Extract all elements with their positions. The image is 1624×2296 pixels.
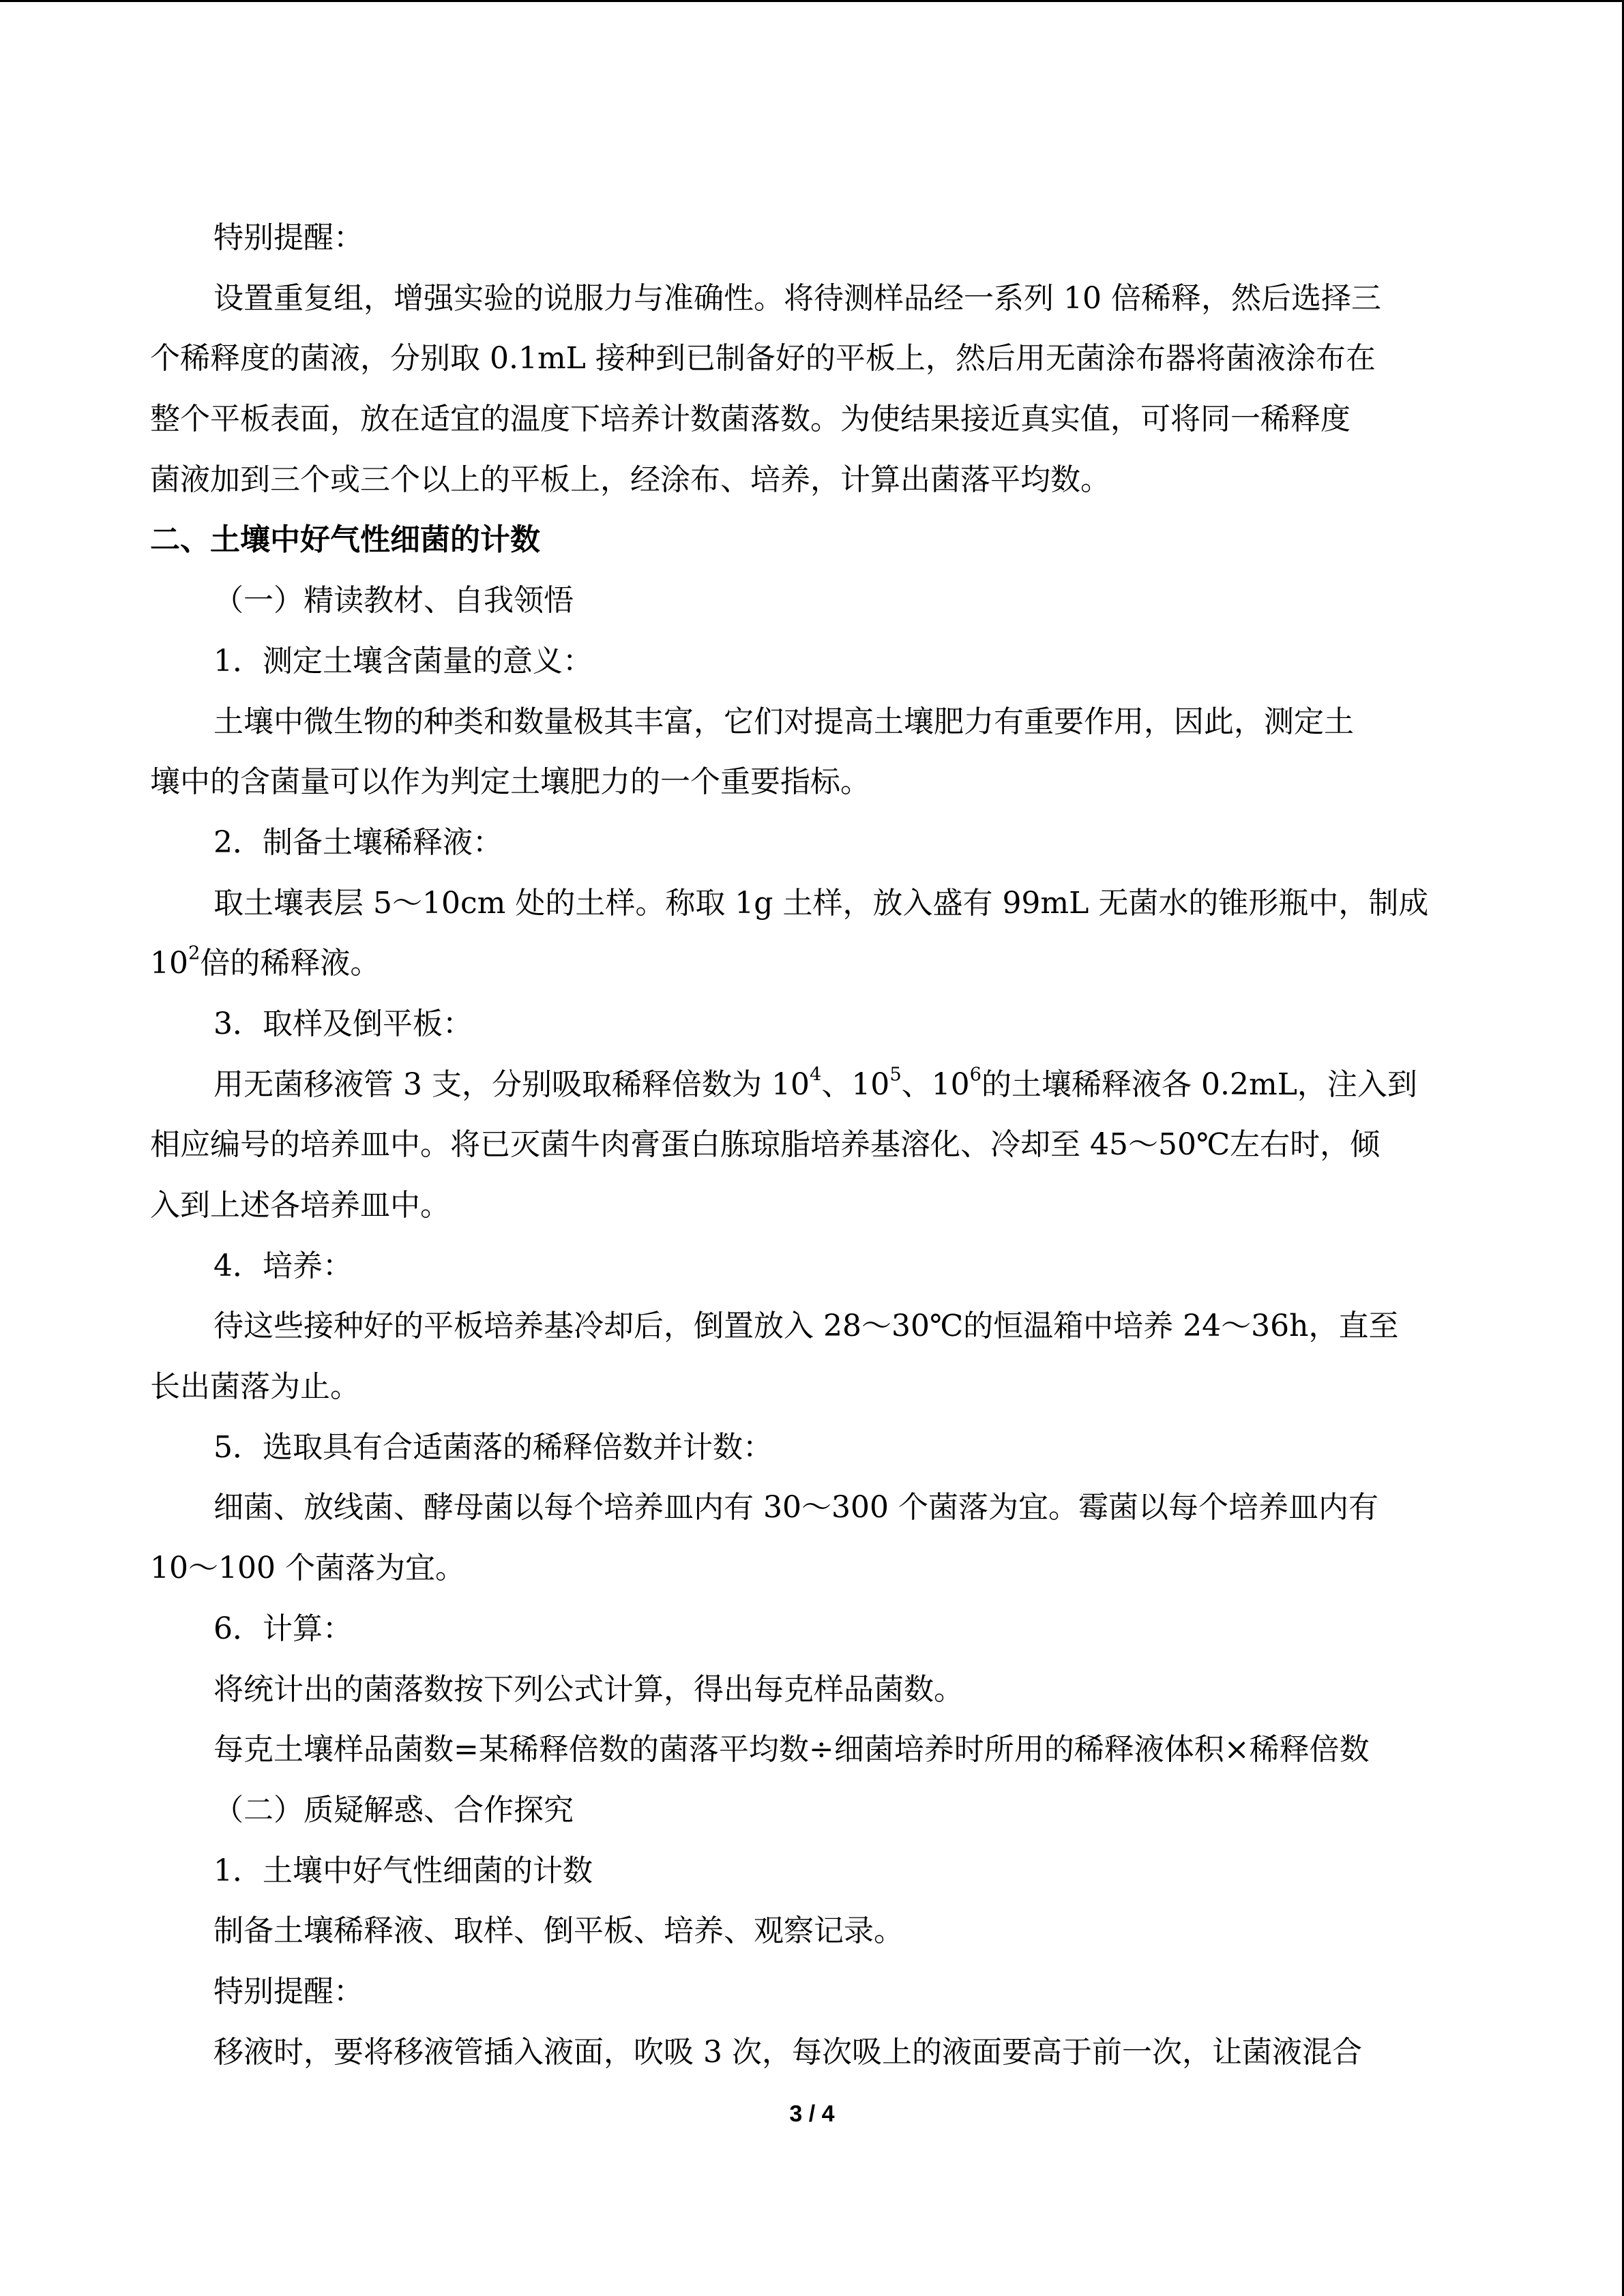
paragraph-line: 土壤中微生物的种类和数量极其丰富，它们对提高土壤肥力有重要作用，因此，测定土: [213, 704, 1354, 739]
paragraph-line: 长出菌落为止。: [150, 1369, 360, 1405]
paragraph-text: 的土壤稀释液各 0.2mL，注入到: [981, 1067, 1417, 1102]
paragraph-line: 细菌、放线菌、酵母菌以每个培养皿内有 30～300 个菌落为宜。霉菌以每个培养皿内有: [213, 1490, 1378, 1525]
paragraph-line: [150, 934, 1477, 994]
paragraph-line: 菌液加到三个或三个以上的平板上，经涂布、培养，计算出菌落平均数。: [150, 462, 1110, 497]
paragraph-line: 移液时，要将移液管插入液面，吹吸 3 次，每次吸上的液面要高于前一次，让菌液混合: [213, 2034, 1362, 2070]
dilution-base: 10: [851, 1067, 890, 1102]
dilution-exponent: 6: [969, 1064, 982, 1086]
step-heading: 2．制备土壤稀释液：: [213, 824, 503, 860]
subsection-heading: （一）精读教材、自我领悟: [213, 583, 574, 618]
step-heading: 1．测定土壤含菌量的意义：: [213, 643, 593, 679]
formula-line: 每克土壤样品菌数=某稀释倍数的菌落平均数÷细菌培养时所用的稀释液体积×稀释倍数: [213, 1732, 1370, 1768]
paragraph-line: 相应编号的培养皿中。将已灭菌牛肉膏蛋白胨琼脂培养基溶化、冷却至 45～50℃左右时，倾: [150, 1127, 1381, 1163]
separator: 、: [901, 1067, 932, 1102]
dilution-base: 10: [150, 946, 188, 981]
page-number: 3 / 4: [789, 2101, 835, 2127]
top-border-rule: [0, 0, 1624, 2]
dilution-base: 10: [931, 1067, 970, 1102]
paragraph-line: 入到上述各培养皿中。: [150, 1188, 450, 1223]
dilution-exponent: 5: [889, 1064, 902, 1086]
paragraph-line: 壤中的含菌量可以作为判定土壤肥力的一个重要指标。: [150, 764, 870, 800]
paragraph-text: 倍的稀释液。: [200, 946, 381, 981]
paragraph-line: 设置重复组，增强实验的说服力与准确性。将待测样品经一系列 10 倍稀释，然后选择三: [213, 280, 1381, 316]
paragraph-line: 10～100 个菌落为宜。: [150, 1551, 465, 1586]
paragraph-line: 取土壤表层 5～10cm 处的土样。称取 1g 土样，放入盛有 99mL 无菌水的锥形瓶中，制成: [213, 885, 1429, 921]
document-body: [150, 208, 1477, 2083]
paragraph-line: [150, 1055, 1477, 1116]
dilution-base: 10: [771, 1067, 810, 1102]
paragraph-line: 将统计出的菌落数按下列公式计算，得出每克样品菌数。: [213, 1671, 964, 1707]
paragraph-line: 整个平板表面，放在适宜的温度下培养计数菌落数。为使结果接近真实值，可将同一稀释度: [150, 402, 1350, 437]
step-heading: 3．取样及倒平板：: [213, 1006, 473, 1041]
subsection-heading: （二）质疑解惑、合作探究: [213, 1792, 574, 1828]
paragraph-line: 待这些接种好的平板培养基冷却后，倒置放入 28～30℃的恒温箱中培养 24～36h，直至: [213, 1309, 1399, 1344]
step-heading: 5．选取具有合适菌落的稀释倍数并计数：: [213, 1429, 773, 1465]
reminder-label: 特别提醒：: [213, 220, 364, 255]
step-heading: 6．计算：: [213, 1611, 353, 1646]
dilution-exponent: 2: [188, 942, 201, 964]
separator: 、: [821, 1067, 852, 1102]
step-heading: 4．培养：: [213, 1248, 353, 1283]
section-heading: 二、土壤中好气性细菌的计数: [150, 522, 540, 558]
paragraph-text: 用无菌移液管 3 支，分别吸取稀释倍数为: [213, 1067, 771, 1102]
paragraph-line: 个稀释度的菌液，分别取 0.1mL 接种到已制备好的平板上，然后用无菌涂布器将菌液涂布在: [150, 341, 1376, 376]
dilution-exponent: 4: [809, 1064, 822, 1086]
reminder-label: 特别提醒：: [213, 1973, 364, 2009]
paragraph-line: 制备土壤稀释液、取样、倒平板、培养、观察记录。: [213, 1913, 904, 1949]
step-heading: 1．土壤中好气性细菌的计数: [213, 1853, 593, 1888]
